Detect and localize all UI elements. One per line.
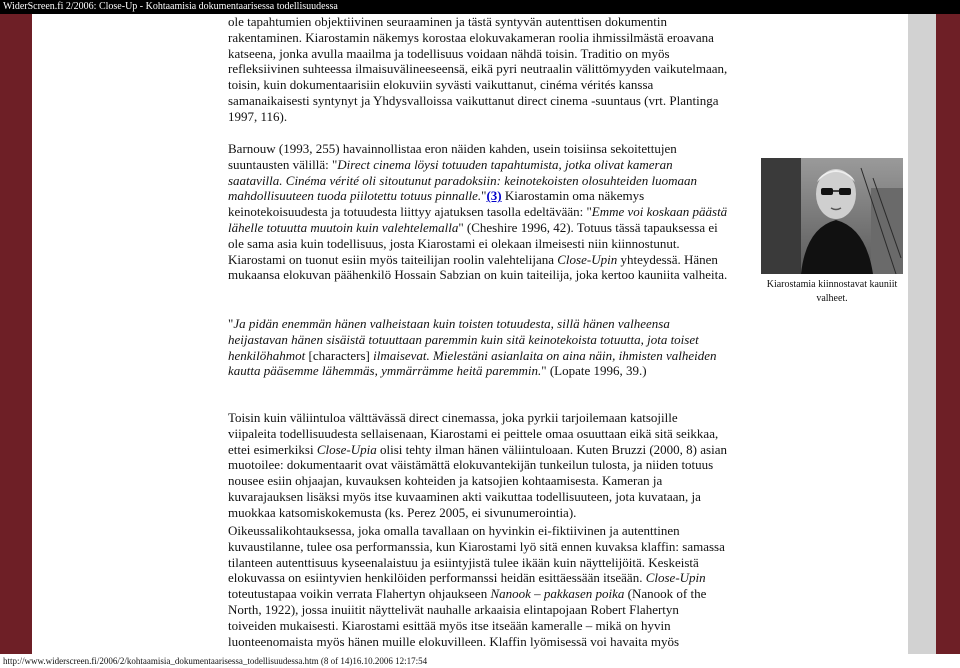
figure-caption: Kiarostamia kiinnostavat kauniit valheet. [766, 279, 898, 304]
p3-text-b: [characters] [305, 347, 374, 363]
p5-film-title: Close-Upin [645, 570, 706, 586]
p2-film-title: Close-Upin [557, 251, 618, 267]
p4-text-a: Toisin kuin väliintuloa välttävässä direct cinemassa, joka pyrkii tarjoilemaan katsojille viipaleita todellisuudesta sellaisenaan, Kiarostami ei peittele omaa osuuttaan eikä sitä seikkaa, ettei esimerkiksi [228, 410, 719, 457]
paragraph-4 [228, 410, 728, 521]
p2-quote-italic-2: Emme voi koskaan päästä lähelle totuutta muutoin kuin valehtelemalla [228, 204, 728, 235]
p2-text-c: Kiarostamin oma näkemys keinotekoisuudesta ja totuudesta liittyy ajatuksen tasolla edeltävään: " [228, 188, 645, 220]
footer-url: http://www.widerscreen.fi/2006/2/kohtaamisia_dokumentaarisessa_todellisuudessa.htm (8 of 14)16.10.2006 12:17:54 [3, 656, 428, 666]
p2-text-a: Barnouw (1993, 255) havainnollistaa eron näiden kahden, usein toisiinsa sekoitettujen suuntausten välillä: " [228, 141, 677, 172]
p3-text-c: " (Lopate 1996, 39.) [541, 363, 647, 379]
footnote-link-3[interactable]: (3) [486, 188, 502, 204]
p5-text-c: (Nanook of the North, 1922), jossa inuiitit näyttelivät nauhalle arkaaisia elintapojaan Robert Flahertyn toiveiden mukaisesti. Kiarostami esittää myös itse itseään kameralle – mikä on hyvin luonteenomaista myös hänen muille elokuvilleen. Klaffin lyömisessä voi havaita myös [228, 586, 707, 649]
p2-text-b: " [481, 188, 487, 204]
p5-text-a: Oikeussalikohtauksessa, joka omalla tavallaan on hyvinkin ei-fiktiivinen ja autenttinen kuvaustilanne, tulee osa performanssia, kun Kiarostami lyö sitä ennen kuvaksa klaffin: samassa tilanteen autenttisuus kyseenalaistuu ja esiintyjistä tulee ikään kuin näyttelijöitä. Keskeistä elokuvassa on esiintyvien henkilöiden performanssi heidän esittäessään itseään. [228, 523, 725, 586]
browser-title-bar [0, 0, 960, 14]
paragraph-3-quote [228, 316, 728, 379]
paragraph-5 [228, 523, 728, 649]
p5-text-b: toteutustapaa voikin verrata Flahertyn ohjaukseen [228, 586, 491, 602]
p5-film-title-2: Nanook – pakkasen poika [490, 586, 625, 602]
p3-text-a: " [228, 316, 234, 331]
kiarostami-photo [761, 158, 903, 274]
p3-italic-2: ilmaisevat. Mielestäni asianlaita on aina näin, ihmisten valheiden kautta pääsemme lähemmäs, ymmärrämme heitä paremmin. [228, 347, 717, 379]
right-grey-band [908, 14, 936, 654]
left-margin-band [32, 14, 50, 654]
photo-illustration [761, 158, 903, 274]
paragraph-2 [228, 141, 728, 283]
right-decorative-bar [936, 14, 960, 654]
article-figure [761, 158, 903, 306]
p2-text-e: yhteydessä. Hänen mukaansa elokuvan päähenkilö Hossain Sabzian on kuin taiteilija, joka kertoo kauniita valheita. [228, 251, 728, 283]
left-decorative-bar [0, 14, 32, 654]
paragraph-1: ole tapahtumien objektiivinen seuraaminen ja tästä syntyvän autenttisen dokumentin rakentaminen. Kiarostamin näkemys korostaa elokuvakameran roolia ihmissilmästä eroavana katseena, jonka avulla maailma ja todellisuus voidaan nähdä toisin. Traditio on myös refleksiivinen suhteessa ilmaisuvälineeseensä, eikä pyri neutraalin välittömyyden vaikutelmaan, toisin, kuin dokumentaarisiin elokuviin syvästi vaikuttanut, cinéma vérités kanssa samanaikaisesti syntynyt ja Yhdysvalloissa vaikuttanut direct cinema -suuntaus (vrt. Plantinga 1997, 116). [228, 14, 728, 124]
page-header-title: WiderScreen.fi 2/2006: Close-Up - Kohtaamisia dokumentaarisessa todellisuudessa [3, 1, 338, 12]
p3-italic-1: Ja pidän enemmän hänen valheistaan kuin toisten totuudesta, sillä hänen valheensa heijastavan hänen sisäistä totuuttaan paremmin kuin sitä keinotekoista totuutta, jota toiset henkilöhahmot [228, 316, 699, 363]
p2-quote-italic: Direct cinema löysi totuuden tapahtumista, jotka olivat kameran saatavilla. Cinéma vérité oli sitoutunut paradoksiin: keinotekoisten olosuhteiden luomaan mahdollisuuteen tuoda piilotettu totuus pinnalle. [228, 156, 698, 204]
p4-text-b: olisi tehty ilman hänen väliintuloaan. Kuten Bruzzi (2000, 8) asian muotoilee: dokumentaarit ovat väistämättä elokuvantekijän tunkeilun tulosta, ja niiden totuus nousee esiin ohjaajan, kuvauksen kohteiden ja katsojien kohtaamisesta. Kameran ja kuvarajauksen lisäksi myös itse kuvaaminen akti vaikuttaa todellisuuteen, jota kuvataan, ja muokkaa katsomiskokemusta (ks. Perez 2005, ei sivunumerointia). [228, 441, 727, 520]
page-footer [0, 654, 960, 668]
p2-text-d: " (Cheshire 1996, 42). Totuus tässä tapauksessa ei ole sama asia kuin todellisuus, josta Kiarostami ei olekaan ilmeisesti niin kiinnostunut. Kiarostami on tuonut esiin myös taiteilijan roolin valehtelijana [228, 219, 718, 267]
p4-film-title: Close-Upia [316, 441, 377, 457]
